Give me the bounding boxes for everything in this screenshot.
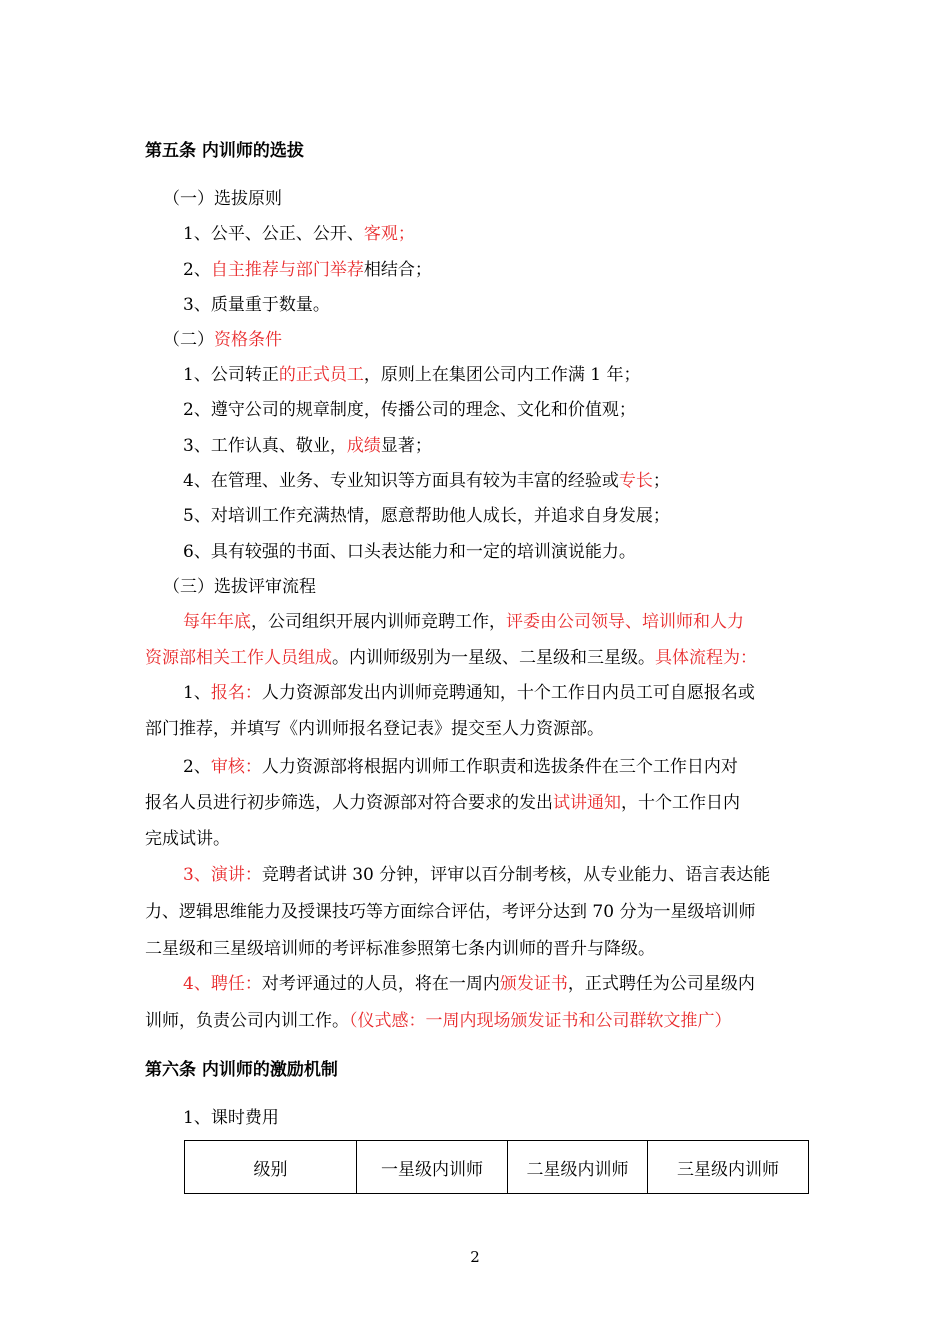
- page-number: 2: [470, 1248, 480, 1266]
- step-3-line-3: 二星级和三星级培训师的考评标准参照第七条内训师的晋升与降级。: [145, 939, 655, 959]
- section-6-title: 第六条 内训师的激励机制: [145, 1060, 338, 1080]
- principle-3: 3、质量重于数量。: [183, 295, 330, 315]
- principle-2: 2、自主推荐与部门举荐相结合；: [183, 260, 432, 280]
- step-3-line-1: 3、演讲：竞聘者试讲 30 分钟，评审以百分制考核，从专业能力、语言表达能: [183, 865, 771, 885]
- process-heading: （三）选拔评审流程: [163, 577, 316, 597]
- step-2-line-3: 完成试讲。: [145, 829, 230, 849]
- table-header-cell: 一星级内训师: [357, 1141, 508, 1194]
- principles-heading: （一）选拔原则: [163, 189, 282, 209]
- qualification-1: 1、公司转正的正式员工，原则上在集团公司内工作满 1 年；: [183, 365, 641, 385]
- qualification-4: 4、在管理、业务、专业知识等方面具有较为丰富的经验或专长；: [183, 471, 670, 491]
- process-intro-line-2: 资源部相关工作人员组成。内训师级别为一星级、二星级和三星级。具体流程为：: [145, 648, 757, 668]
- table-header-cell: 三星级内训师: [648, 1141, 809, 1194]
- table-header-cell: 级别: [185, 1141, 357, 1194]
- qualifications-heading: （二）资格条件: [163, 330, 282, 350]
- lecture-fee-table: [184, 1140, 809, 1194]
- step-2-line-1: 2、审核：人力资源部将根据内训师工作职责和选拔条件在三个工作日内对: [183, 757, 738, 777]
- qualification-6: 6、具有较强的书面、口头表达能力和一定的培训演说能力。: [183, 542, 636, 562]
- section-5-title: 第五条 内训师的选拔: [145, 141, 304, 161]
- process-intro-line-1: 每年年底，公司组织开展内训师竞聘工作，评委由公司领导、培训师和人力: [183, 612, 744, 632]
- lecture-fee-heading: 1、课时费用: [183, 1108, 279, 1128]
- table-row: [185, 1141, 809, 1194]
- step-1-line-1: 1、报名：人力资源部发出内训师竞聘通知，十个工作日内员工可自愿报名或: [183, 683, 755, 703]
- step-4-line-2: 训师，负责公司内训工作。（仪式感：一周内现场颁发证书和公司群软文推广）: [145, 1011, 732, 1031]
- qualification-2: 2、遵守公司的规章制度，传播公司的理念、文化和价值观；: [183, 400, 636, 420]
- principle-1: 1、公平、公正、公开、客观；: [183, 224, 415, 244]
- step-4-line-1: 4、聘任：对考评通过的人员，将在一周内颁发证书，正式聘任为公司星级内: [183, 974, 755, 994]
- table-header-cell: 二星级内训师: [508, 1141, 648, 1194]
- step-3-line-2: 力、逻辑思维能力及授课技巧等方面综合评估，考评分达到 70 分为一星级培训师: [145, 902, 756, 922]
- step-2-line-2: 报名人员进行初步筛选，人力资源部对符合要求的发出试讲通知，十个工作日内: [145, 793, 740, 813]
- qualification-3: 3、工作认真、敬业，成绩显著；: [183, 436, 432, 456]
- qualification-5: 5、对培训工作充满热情，愿意帮助他人成长，并追求自身发展；: [183, 506, 670, 526]
- step-1-line-2: 部门推荐，并填写《内训师报名登记表》提交至人力资源部。: [145, 719, 604, 739]
